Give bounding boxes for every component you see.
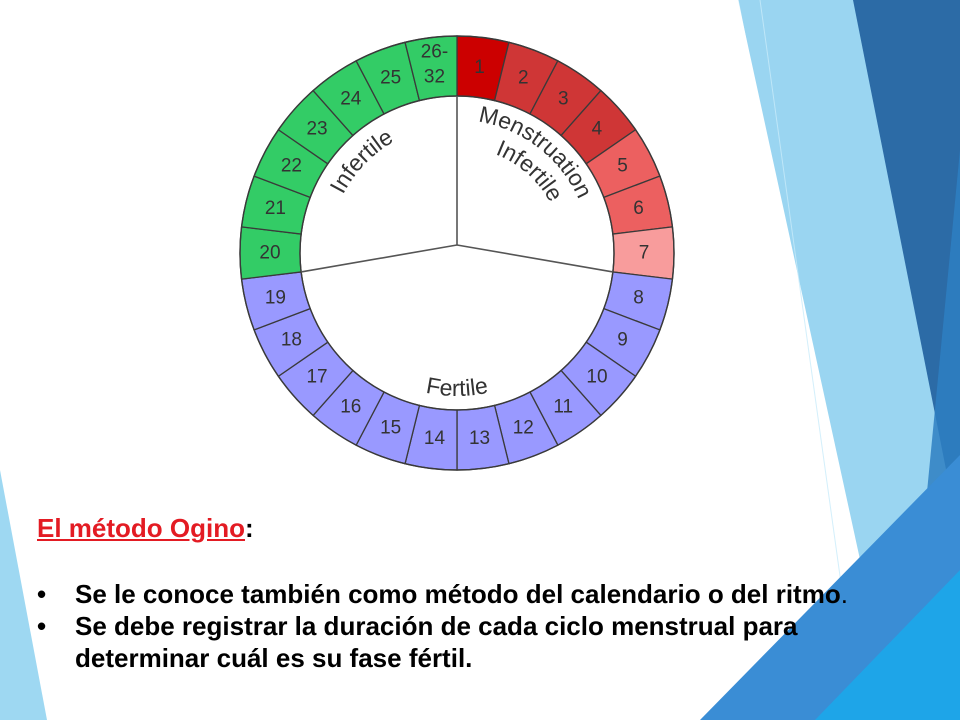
segment-label: 24 [340,88,362,110]
segment-label: 8 [633,287,644,309]
segment-label: 9 [617,329,628,351]
segment-label: 19 [264,287,287,309]
segment-label: 11 [553,396,574,418]
segment-label: 15 [380,417,402,439]
segment-label-line: 32 [423,65,446,87]
segment-label: 21 [264,197,287,219]
slide-heading [37,513,254,543]
segment-label: 13 [468,428,491,450]
phase-label-fertile-text: Fertile [424,371,490,402]
segment-label: 25 [380,67,402,89]
segment-label-line: 26- [420,40,449,62]
phase-label-fertile [424,372,489,401]
segment-label: 7 [638,242,650,264]
bullet-item [37,578,895,610]
segment-label: 6 [633,197,644,219]
bullet-text: Se debe registrar la duración de cada ciclo menstrual para determinar cuál es su fase fértil. [75,611,798,673]
phase-divider [301,245,457,272]
phase-label-menstruation-text: Menstruation [476,100,598,202]
phase-label-infertile-right-text: Infertile [493,134,569,206]
bullet-marker: • [37,579,47,609]
segment-label: 4 [591,118,603,140]
segment-label: 18 [280,329,302,351]
bullet-text-end: . [840,579,848,609]
bullet-text: Se le conoce también como método del calendario o del ritmo [75,579,841,609]
segment-label: 20 [259,242,281,264]
heading-title: El método Ogino [37,513,245,543]
bullet-item [37,610,895,674]
segment-label: 12 [512,417,534,439]
bullet-marker: • [37,611,47,641]
segment-label: 17 [306,366,328,388]
segment-label: 3 [557,88,569,110]
phase-label-infertile-left-text: Infertile [324,123,398,198]
segment-label: 14 [423,428,446,450]
segment-label: 2 [518,67,529,89]
segment-label: 22 [280,155,302,177]
segment-label: 23 [306,118,328,140]
segment-label: 5 [617,155,628,177]
bullet-list [37,578,895,674]
segment-label: 10 [586,366,608,388]
phase-divider [457,245,613,272]
heading-colon: : [245,513,254,543]
segment-label: 1 [474,56,485,78]
segment-label: 16 [340,396,362,418]
